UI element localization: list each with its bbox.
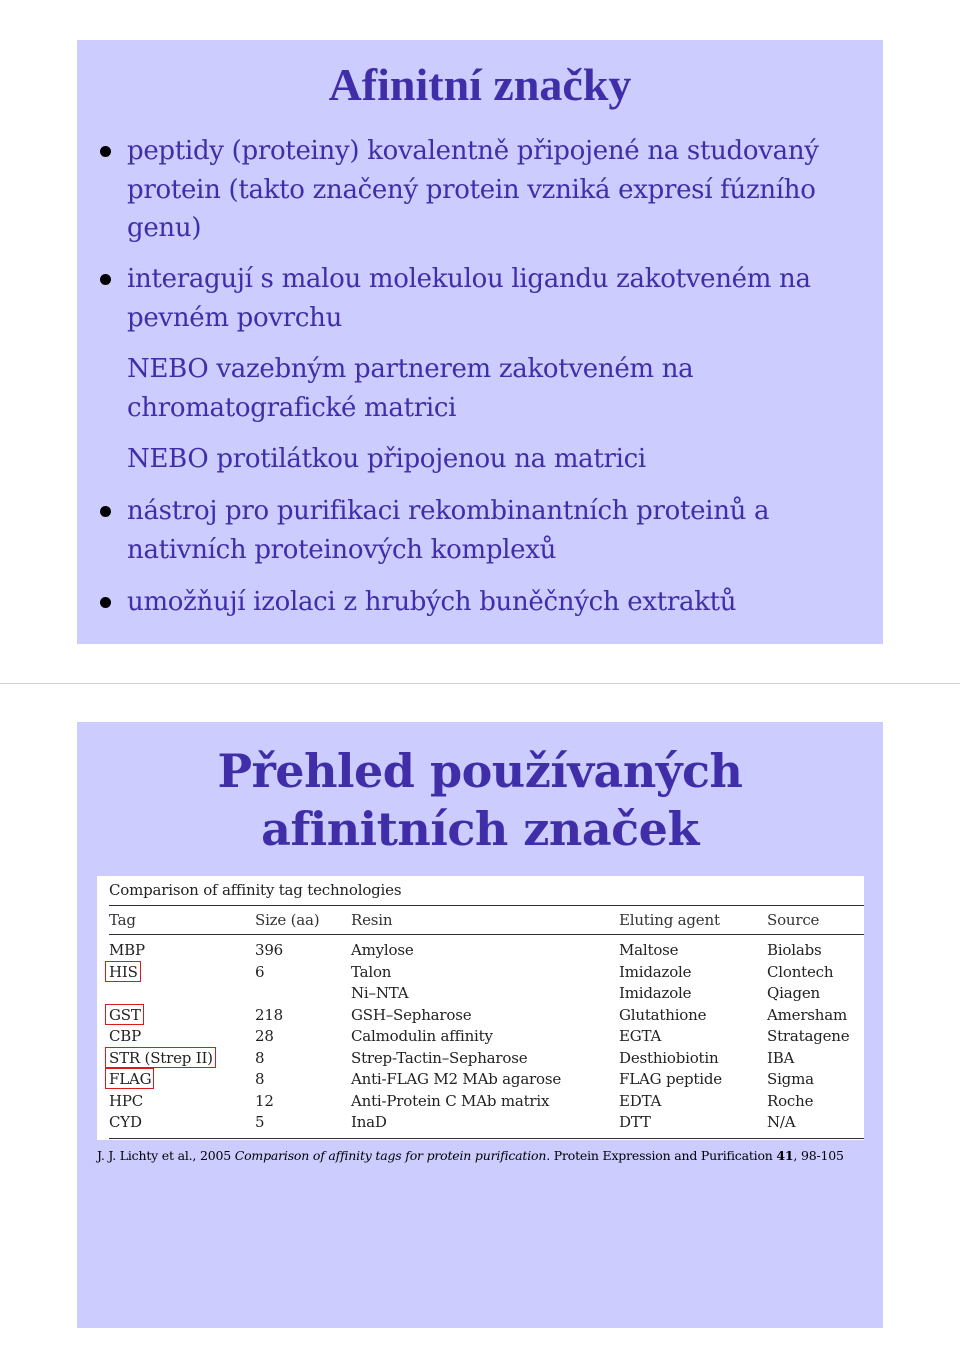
- table-cell: Amersham: [767, 1005, 848, 1024]
- table-rule-top: [109, 905, 864, 906]
- table-header-cell: Tag: [109, 911, 136, 929]
- list-item: NEBO vazebným partnerem zakotveném na chromatografické matrici: [127, 354, 694, 423]
- table-cell: 6: [255, 962, 265, 981]
- table-cell: Desthiobiotin: [619, 1048, 719, 1067]
- slide-2: [77, 722, 883, 1328]
- citation-journal: . Protein Expression and Purification: [546, 1148, 777, 1163]
- table-cell: Amylose: [351, 941, 414, 959]
- table-header-cell: Eluting agent: [619, 911, 720, 929]
- list-item: umožňují izolaci z hrubých buněčných extraktů: [127, 583, 867, 622]
- list-item: interagují s malou molekulou ligandu zakotveném na pevném povrchu: [127, 260, 867, 337]
- table-cell: InaD: [351, 1113, 387, 1131]
- citation: [97, 1148, 844, 1163]
- affinity-tag-table: [97, 876, 864, 1140]
- highlight-box: [105, 961, 141, 982]
- table-cell: 8: [255, 1070, 265, 1088]
- table-tag-cell: HPC: [109, 1091, 144, 1110]
- citation-volume: 41: [776, 1148, 794, 1163]
- highlight-box: [105, 1068, 154, 1089]
- table-cell: 218: [255, 1005, 284, 1024]
- table-cell: EDTA: [619, 1091, 662, 1110]
- slide-2-title-line-2: afinitních značek: [261, 802, 699, 856]
- table-cell: 28: [255, 1027, 274, 1045]
- citation-authors: J. J. Lichty et al., 2005: [97, 1148, 235, 1163]
- citation-title: Comparison of affinity tags for protein purification: [234, 1148, 547, 1163]
- table-cell: Imidazole: [619, 962, 692, 981]
- table-cell: Qiagen: [767, 984, 820, 1002]
- page-divider: [0, 683, 960, 684]
- table-header-cell: Resin: [351, 911, 393, 929]
- table-caption: Comparison of affinity tag technologies: [109, 881, 402, 899]
- list-item: NEBO protilátkou připojenou na matrici: [127, 444, 646, 474]
- table-cell: Strep-Tactin–Sepharose: [351, 1048, 528, 1067]
- table-rule-header: [109, 934, 864, 935]
- slide-1: [77, 40, 883, 644]
- table-cell: Clontech: [767, 962, 834, 981]
- table-cell: Ni–NTA: [351, 984, 409, 1002]
- table-cell: Roche: [767, 1091, 814, 1110]
- highlight-box: [105, 1047, 216, 1068]
- table-cell: DTT: [619, 1113, 651, 1131]
- table-tag-cell: MBP: [109, 941, 145, 959]
- table-cell: EGTA: [619, 1027, 662, 1045]
- table-cell: Calmodulin affinity: [351, 1027, 493, 1045]
- table-cell: Anti-FLAG M2 MAb agarose: [351, 1070, 562, 1088]
- table-cell: Imidazole: [619, 984, 692, 1002]
- table-tag-cell: CBP: [109, 1027, 141, 1045]
- slide-1-title: Afinitní značky: [328, 59, 632, 110]
- table-cell: Stratagene: [767, 1027, 850, 1045]
- table-cell: 12: [255, 1091, 274, 1110]
- table-cell: GSH–Sepharose: [351, 1005, 472, 1024]
- table-cell: IBA: [767, 1048, 795, 1067]
- table-header-cell: Source: [767, 911, 820, 929]
- table-cell: Anti-Protein C MAb matrix: [351, 1091, 550, 1110]
- table-cell: 8: [255, 1048, 265, 1067]
- slide-2-title-line-1: Přehled používaných: [217, 744, 743, 798]
- highlight-box: [105, 1004, 144, 1025]
- table-tag-cell: FLAG: [109, 1070, 152, 1088]
- table-cell: 5: [255, 1113, 265, 1131]
- table-header-cell: Size (aa): [255, 911, 320, 929]
- table-cell: Maltose: [619, 941, 679, 959]
- citation-pages: , 98-105: [793, 1148, 844, 1163]
- table-tag-cell: CYD: [109, 1113, 142, 1131]
- table-tag-cell: HIS: [109, 962, 138, 981]
- table-tag-cell: STR (Strep II): [109, 1048, 213, 1067]
- table-cell: Biolabs: [767, 941, 822, 959]
- slide-2-title: [77, 742, 883, 858]
- table-cell: N/A: [767, 1113, 796, 1131]
- table-cell: FLAG peptide: [619, 1070, 722, 1088]
- table-cell: Talon: [351, 962, 392, 981]
- table-cell: Glutathione: [619, 1005, 707, 1024]
- list-item: nástroj pro purifikaci rekombinantních proteinů a nativních proteinových komplexů: [127, 492, 867, 569]
- table-cell: Sigma: [767, 1070, 814, 1088]
- list-item: peptidy (proteiny) kovalentně připojené na studovaný protein (takto značený protein vzniká expresí fúzního genu): [127, 132, 867, 248]
- table-cell: 396: [255, 941, 284, 959]
- table-rule-bottom: [109, 1138, 864, 1139]
- table-tag-cell: GST: [109, 1005, 141, 1024]
